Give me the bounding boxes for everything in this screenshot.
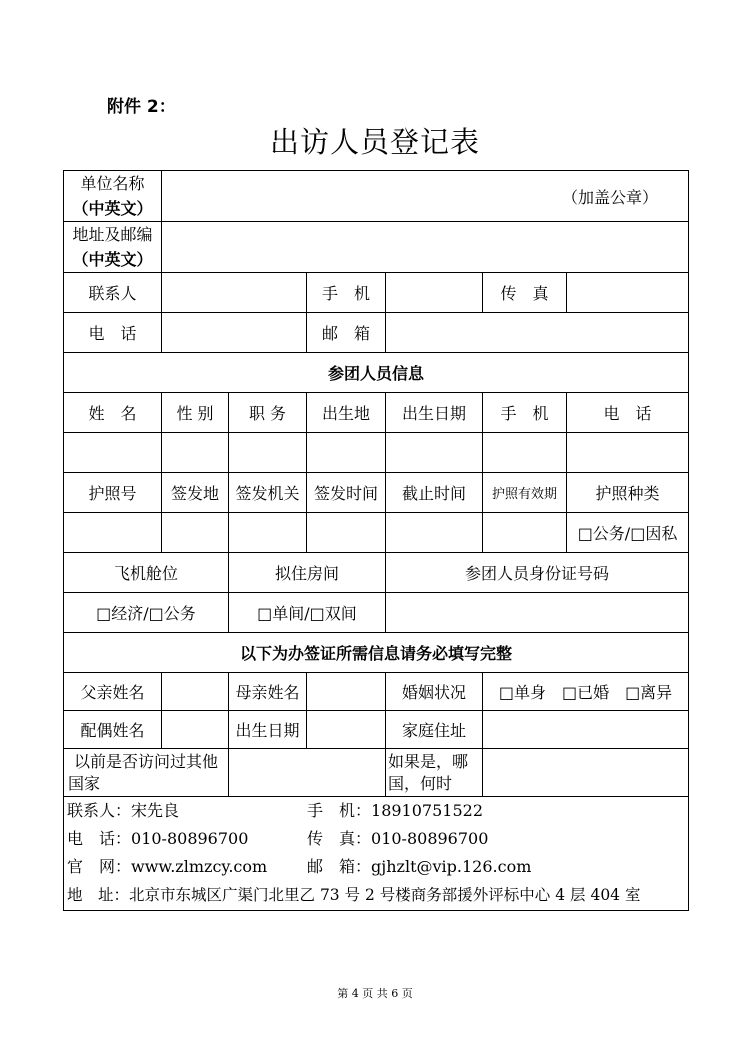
form-title: 出访人员登记表 xyxy=(269,125,480,159)
mobile-label: 手 机 xyxy=(307,273,386,313)
marital-status-label: 婚姻状况 xyxy=(386,673,483,711)
if-yes-field[interactable] xyxy=(483,749,689,797)
column-name: 姓 名 xyxy=(64,393,162,433)
visa-section-header: 以下为办签证所需信息请务必填写完整 xyxy=(64,633,689,673)
column-birthplace: 出生地 xyxy=(307,393,386,433)
column-mobile: 手 机 xyxy=(483,393,567,433)
spouse-name-label: 配偶姓名 xyxy=(64,711,162,749)
cabin-label: 飞机舱位 xyxy=(64,553,229,593)
issue-place-field[interactable] xyxy=(162,513,229,553)
column-passport-type: 护照种类 xyxy=(567,473,689,513)
member-name-field[interactable] xyxy=(64,433,162,473)
email-field[interactable] xyxy=(386,313,689,353)
father-name-label: 父亲姓名 xyxy=(64,673,162,711)
issuing-authority-field[interactable] xyxy=(229,513,307,553)
spouse-name-field[interactable] xyxy=(162,711,229,749)
organizer-web-label: 官 网： xyxy=(67,857,132,876)
passport-no-field[interactable] xyxy=(64,513,162,553)
father-name-field[interactable] xyxy=(162,673,229,711)
member-position-field[interactable] xyxy=(229,433,307,473)
cabin-options[interactable]: □经济/□公务 xyxy=(64,593,229,633)
fax-field[interactable] xyxy=(567,273,689,313)
phone-label: 电 话 xyxy=(64,313,162,353)
column-gender: 性 别 xyxy=(162,393,229,433)
stamp-note: （加盖公章） xyxy=(562,187,659,207)
id-number-field[interactable] xyxy=(386,593,689,633)
organizer-email-value[interactable]: gjhzlt@vip.126.com xyxy=(371,857,532,876)
home-address-field[interactable] xyxy=(483,711,689,749)
column-birthdate: 出生日期 xyxy=(386,393,483,433)
member-phone-field[interactable] xyxy=(567,433,689,473)
column-issue-place: 签发地 xyxy=(162,473,229,513)
contact-label: 联系人 xyxy=(64,273,162,313)
room-label: 拟住房间 xyxy=(229,553,386,593)
spouse-birthdate-label: 出生日期 xyxy=(229,711,307,749)
page-number: 第 4 页 共 6 页 xyxy=(337,987,413,1000)
issue-date-field[interactable] xyxy=(307,513,386,553)
visited-other-countries-label: 以前是否访问过其他 国家 xyxy=(64,749,229,797)
phone-field[interactable] xyxy=(162,313,307,353)
fax-label: 传 真 xyxy=(483,273,567,313)
organizer-contact-value: 宋先良 xyxy=(131,801,180,820)
organizer-phone-value: 010-80896700 xyxy=(131,829,249,848)
column-issue-date: 签发时间 xyxy=(307,473,386,513)
unit-name-label: 单位名称 （中英文） xyxy=(64,171,162,222)
home-address-label: 家庭住址 xyxy=(386,711,483,749)
attachment-label: 附件 2： xyxy=(107,97,176,117)
organizer-address-label: 地 址： xyxy=(67,886,130,904)
mother-name-label: 母亲姓名 xyxy=(229,673,307,711)
passport-validity-field[interactable] xyxy=(483,513,567,553)
organizer-web-value[interactable]: www.zlmzcy.com xyxy=(131,857,268,876)
address-field[interactable] xyxy=(162,222,689,273)
organizer-address-value: 北京市东城区广渠门北里乙 73 号 2 号楼商务部援外评标中心 4 层 404 室 xyxy=(129,886,641,904)
organizer-mobile-label: 手 机： xyxy=(307,801,372,820)
column-phone: 电 话 xyxy=(567,393,689,433)
member-birthplace-field[interactable] xyxy=(307,433,386,473)
member-mobile-field[interactable] xyxy=(483,433,567,473)
room-options[interactable]: □单间/□双间 xyxy=(229,593,386,633)
spouse-birthdate-field[interactable] xyxy=(307,711,386,749)
member-gender-field[interactable] xyxy=(162,433,229,473)
organizer-fax-value: 010-80896700 xyxy=(371,829,489,848)
passport-type-options[interactable]: □公务/□因私 xyxy=(567,513,689,553)
expiry-date-field[interactable] xyxy=(386,513,483,553)
member-birthdate-field[interactable] xyxy=(386,433,483,473)
organizer-fax-label: 传 真： xyxy=(307,829,372,848)
email-label: 邮 箱 xyxy=(307,313,386,353)
address-label: 地址及邮编 （中英文） xyxy=(64,222,162,273)
column-expiry-date: 截止时间 xyxy=(386,473,483,513)
if-yes-label: 如果是，哪 国，何时 xyxy=(386,749,483,797)
unit-name-field[interactable] xyxy=(162,171,689,222)
contact-field[interactable] xyxy=(162,273,307,313)
organizer-mobile-value: 18910751522 xyxy=(371,801,483,820)
visited-other-countries-field[interactable] xyxy=(229,749,386,797)
marital-status-options[interactable]: □单身 □已婚 □离异 xyxy=(483,673,689,711)
organizer-contact-info xyxy=(64,797,689,911)
mother-name-field[interactable] xyxy=(307,673,386,711)
organizer-phone-label: 电 话： xyxy=(67,829,132,848)
members-section-header: 参团人员信息 xyxy=(64,353,689,393)
organizer-email-label: 邮 箱： xyxy=(307,857,372,876)
id-number-label: 参团人员身份证号码 xyxy=(386,553,689,593)
column-passport-no: 护照号 xyxy=(64,473,162,513)
mobile-field[interactable] xyxy=(386,273,483,313)
column-issuing-authority: 签发机关 xyxy=(229,473,307,513)
column-passport-validity: 护照有效期 xyxy=(483,473,567,513)
organizer-contact-label: 联系人： xyxy=(67,801,132,820)
column-position: 职 务 xyxy=(229,393,307,433)
registration-form xyxy=(63,170,689,911)
